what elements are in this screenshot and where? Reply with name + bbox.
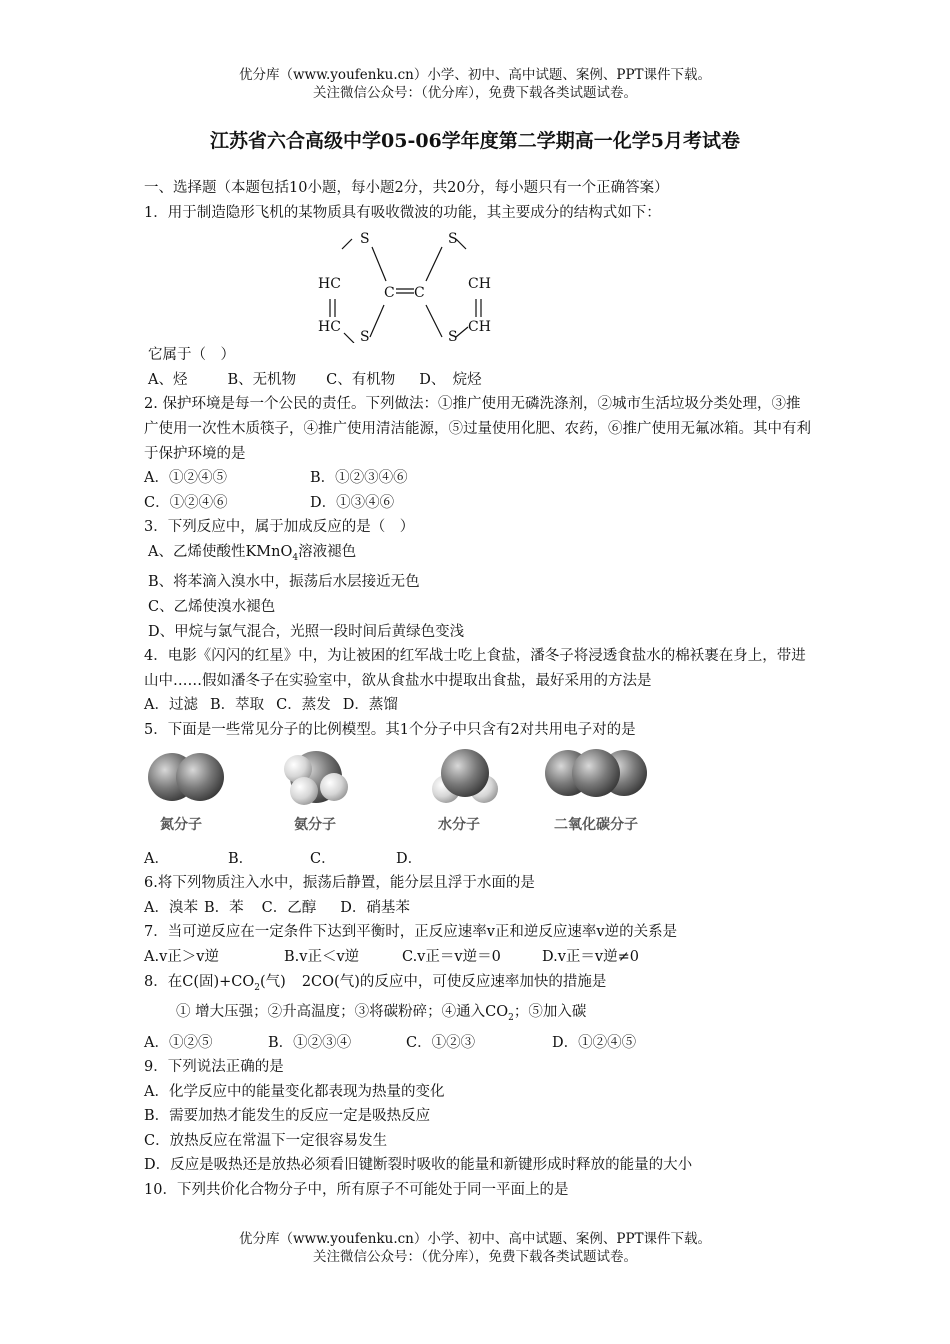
q7-option-a: A.v正＞v逆 <box>144 948 219 965</box>
q6-option-b: B．苯 <box>203 899 244 916</box>
q8-option-c: C．①②③ <box>406 1034 476 1051</box>
q2-options-row1 <box>144 466 814 491</box>
q8-measures-text: ① 增大压强；②升高温度；③将碳粉碎；④通入CO <box>176 1004 509 1021</box>
q2-option-d: D．①③④⑥ <box>310 494 395 511</box>
q5-option-c: C． <box>310 850 336 867</box>
q8-stem-sub: 2 <box>254 982 260 993</box>
atom-label: CH <box>468 276 491 293</box>
q10-stem: 10．下列共价化合物分子中，所有原子不可能处于同一平面上的是 <box>144 1182 569 1199</box>
atom-label: S <box>448 329 458 344</box>
atom-label: HC <box>318 319 341 336</box>
q3-option-c: C、乙烯使溴水褪色 <box>148 599 276 616</box>
q7-option-c: C.v正＝v逆＝0 <box>402 948 501 965</box>
q8-options <box>144 1031 814 1056</box>
q7-stem: 7．当可逆反应在一定条件下达到平衡时，正反应速率v正和逆反应速率v逆的关系是 <box>144 924 678 941</box>
ammonia-molecule-model <box>284 751 348 805</box>
q8-stem-equation: 2CO(气)的反应中，可使反应速率加快的措施是 <box>301 973 607 990</box>
page-footer <box>0 1230 950 1266</box>
q1-structure <box>144 225 814 343</box>
q3-option-a-text: A、乙烯使酸性KMnO <box>148 543 293 560</box>
q1-option-b: B、无机物 <box>227 371 297 388</box>
bond <box>372 247 386 281</box>
atom-label: S <box>360 231 370 248</box>
q2-option-b: B．①②③④⑥ <box>310 470 408 487</box>
carbon-dioxide-molecule-model <box>545 749 647 797</box>
q6-option-a: A．溴苯 <box>144 899 198 916</box>
atom-label: C <box>384 285 395 302</box>
q2-option-c: C．①②④⑥ <box>144 494 228 511</box>
q6-option-c: C．乙醇 <box>261 899 317 916</box>
q6-stem: 6.将下列物质注入水中，振荡后静置，能分层且浮于水面的是 <box>144 875 535 892</box>
atom-label: S <box>360 329 370 344</box>
q4-option-d: D．蒸馏 <box>342 697 398 714</box>
section-heading: 一、选择题（本题包括10小题，每小题2分，共20分，每小题只有一个正确答案） <box>144 180 669 196</box>
q3-stem: 3．下列反应中，属于加成反应的是（ ） <box>144 519 415 536</box>
q5-stem: 5．下面是一些常见分子的比例模型。其1个分子中只含有2对共用电子对的是 <box>144 721 636 738</box>
header-line-1: 优分库（www.youfenku.cn）小学、初中、高中试题、案例、PPT课件下载。 <box>238 67 712 83</box>
q1-stem: 1．用于制造隐形飞机的某物质具有吸收微波的功能，其主要成分的结构式如下： <box>144 204 661 221</box>
bond <box>456 327 468 337</box>
q1-option-a: A、烃 <box>148 371 188 388</box>
bond <box>342 239 352 249</box>
q8-measures-rest: ；⑤加入碳 <box>513 1004 587 1021</box>
q4-option-a: A．过滤 <box>144 697 198 714</box>
q4-option-b: B．萃取 <box>209 697 265 714</box>
q9-option-b: B．需要加热才能发生的反应一定是吸热反应 <box>144 1108 431 1125</box>
q8-measures <box>144 1000 814 1030</box>
bond <box>426 305 442 337</box>
q8-stem <box>144 970 814 1000</box>
header-line-2: 关注微信公众号：（优分库），免费下载各类试题试卷。 <box>313 85 637 101</box>
nitrogen-molecule-model <box>148 753 224 801</box>
q3-option-b: B、将苯滴入溴水中，振荡后水层接近无色 <box>148 574 420 591</box>
q8-option-a: A．①②⑤ <box>144 1034 213 1051</box>
q9-option-a: A．化学反应中的能量变化都表现为热量的变化 <box>144 1083 445 1100</box>
q5-option-b: B． <box>228 850 254 867</box>
q6-options <box>144 896 814 921</box>
bond <box>344 333 354 343</box>
atom-label: HC <box>318 276 341 293</box>
q9-stem: 9．下列说法正确的是 <box>144 1059 284 1076</box>
q1-option-c: C、有机物 <box>326 371 396 388</box>
bond <box>426 247 442 281</box>
q4-option-c: C．蒸发 <box>276 697 331 714</box>
q2-stem: 2. 保护环境是每一个公民的责任。下列做法：①推广使用无磷洗涤剂，②城市生活垃圾分类处理，③推广使用一次性木质筷子，④推广使用清洁能源，⑤过量使用化肥、农药，⑥推广使用无氟冰箱。其中有利于保护环境的是 <box>144 396 811 462</box>
q5-options <box>144 847 814 872</box>
bond <box>370 305 384 337</box>
q6-option-d: D．硝基苯 <box>340 899 410 916</box>
q5-option-a: A． <box>144 850 169 867</box>
model-label: 二氧化碳分子 <box>554 816 638 833</box>
exam-content <box>144 176 814 1203</box>
q7-option-d: D.v正＝v逆≠0 <box>542 948 639 965</box>
q1-ask: 它属于（ ） <box>148 347 235 364</box>
water-molecule-model <box>432 749 498 803</box>
exam-title: 江苏省六合高级中学05-06学年度第二学期高一化学5月考试卷 <box>210 130 740 152</box>
q1-options <box>144 368 814 393</box>
q8-stem-text: 8．在C(固)+CO <box>144 973 255 990</box>
q7-option-b: B.v正＜v逆 <box>284 948 360 965</box>
footer-line-1: 优分库（www.youfenku.cn）小学、初中、高中试题、案例、PPT课件下载。 <box>238 1231 712 1247</box>
q2-options-row2 <box>144 491 814 516</box>
atom-label: CH <box>468 319 491 336</box>
q8-measures-sub: 2 <box>508 1012 514 1023</box>
atom-label: S <box>448 231 458 248</box>
q8-option-b: B．①②③④ <box>268 1034 352 1051</box>
q1-option-d: D、 烷烃 <box>419 371 482 388</box>
q9-option-c: C．放热反应在常温下一定很容易发生 <box>144 1132 388 1149</box>
model-label: 氮分子 <box>160 816 202 833</box>
q3-option-d: D、甲烷与氯气混合，光照一段时间后黄绿色变浅 <box>148 623 465 640</box>
q4-stem: 4．电影《闪闪的红星》中，为让被困的红军战士吃上食盐，潘冬子将浸透食盐水的棉袄裹在身上，带进山中……假如潘冬子在实验室中，欲从食盐水中提取出食盐，最好采用的方法是 <box>144 648 806 689</box>
model-label: 水分子 <box>438 816 480 833</box>
q4-options <box>144 693 814 718</box>
molecule-models-figure <box>144 743 664 847</box>
q2-option-a: A．①②④⑤ <box>144 470 227 487</box>
q5-molecule-models <box>144 743 814 847</box>
q3-option-a <box>144 540 814 570</box>
model-label: 氨分子 <box>294 816 336 833</box>
q7-options <box>144 945 814 970</box>
q9-option-d: D．反应是吸热还是放热必须看旧键断裂时吸收的能量和新键形成时释放的能量的大小 <box>144 1157 693 1174</box>
footer-line-2: 关注微信公众号：（优分库），免费下载各类试题试卷。 <box>313 1249 637 1265</box>
q8-option-d: D．①②④⑤ <box>552 1034 637 1051</box>
q3-option-a-sub: 4 <box>292 552 299 563</box>
q5-option-d: D． <box>396 850 423 867</box>
q3-option-a-rest: 溶液褪色 <box>298 543 357 560</box>
atom-label: C <box>414 285 425 302</box>
q8-stem-mid: (气) <box>260 973 286 990</box>
structural-formula <box>314 225 554 343</box>
page-header <box>0 66 950 102</box>
